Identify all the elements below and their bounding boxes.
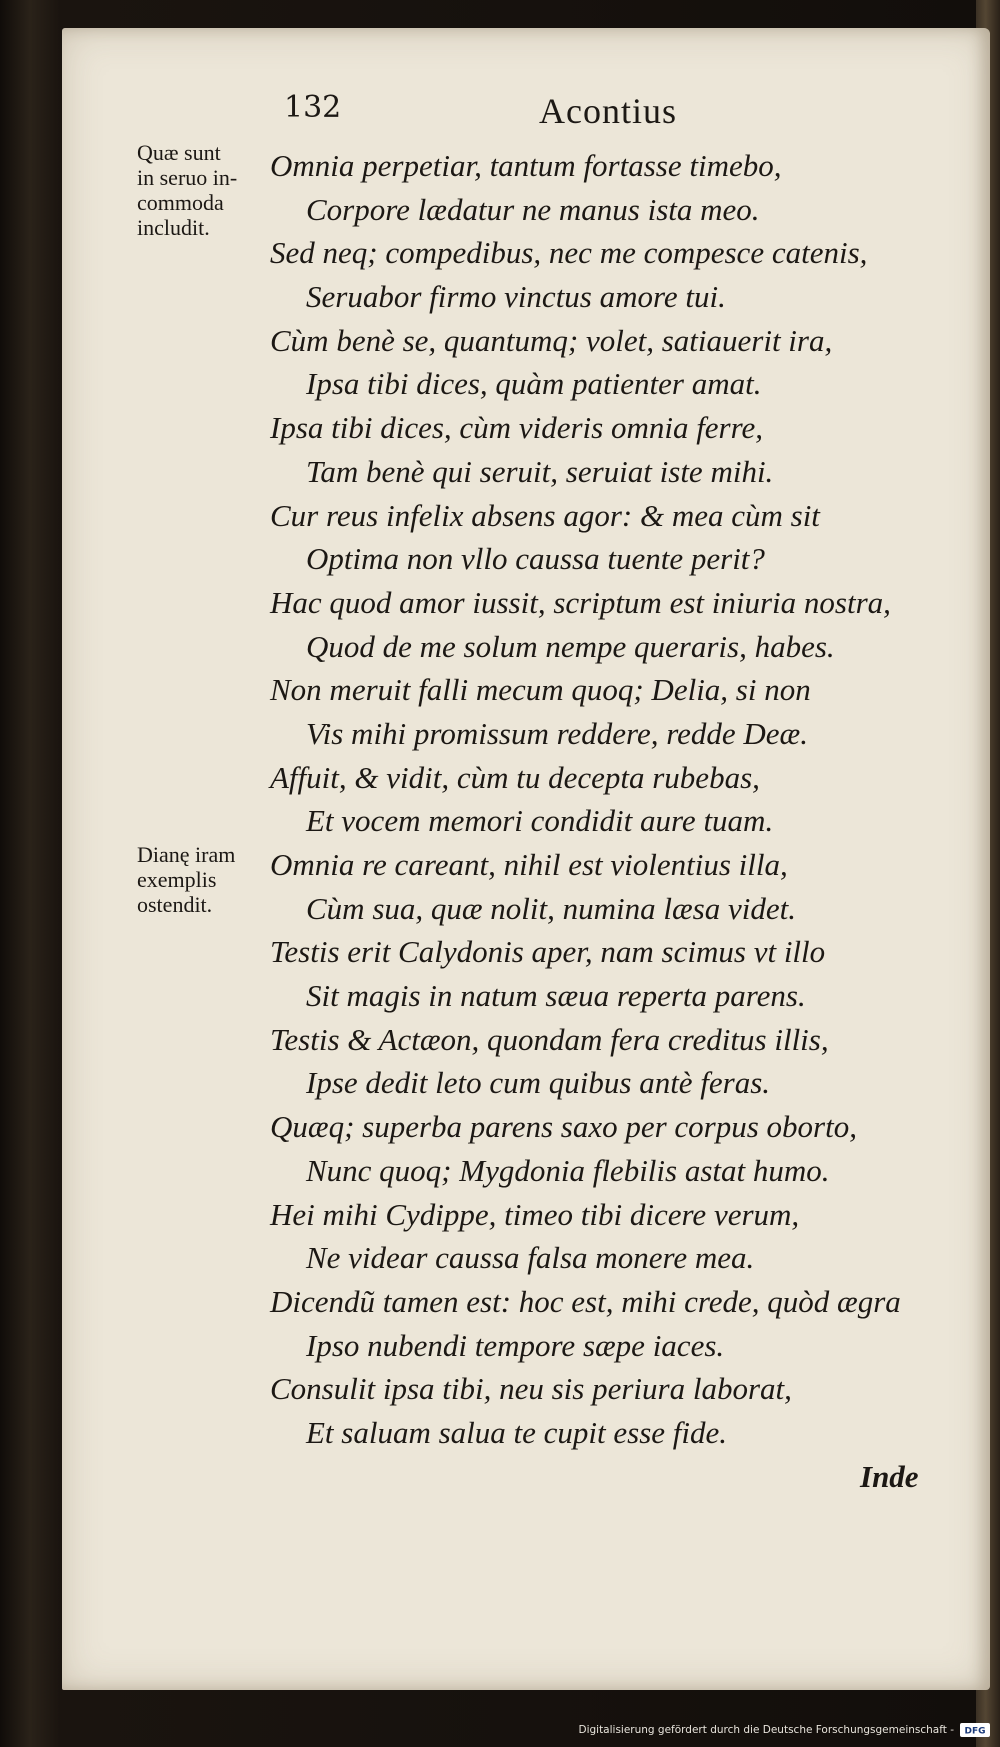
verse-text: [270, 144, 950, 1498]
verse-line: Tam benè qui seruit, seruiat iste mihi.: [306, 453, 774, 489]
page-number: 132: [284, 90, 342, 125]
verse-line: Cùm benè se, quantumq; volet, satiauerit ira,: [270, 322, 833, 358]
verse-line: Optima non vllo caussa tuente perit?: [306, 541, 765, 577]
verse-line: Quæq; superba parens saxo per corpus oborto,: [270, 1109, 857, 1145]
marginal-note-line: includit.: [137, 215, 210, 240]
verse-line: Sit magis in natum sæua reperta parens.: [306, 978, 806, 1014]
running-title: Acontius: [539, 91, 677, 131]
running-head: [284, 90, 704, 138]
verse-line: Hac quod amor iussit, scriptum est iniuria nostra,: [270, 584, 891, 620]
verse-line: Ipse dedit leto cum quibus antè feras.: [306, 1065, 771, 1101]
verse-line: Et vocem memori condidit aure tuam.: [306, 803, 774, 839]
verse-line: Ipsa tibi dices, quàm patienter amat.: [306, 366, 762, 402]
verse-line: Ipso nubendi tempore sæpe iaces.: [306, 1327, 725, 1363]
verse-line: Consulit ipsa tibi, neu sis periura laborat,: [270, 1371, 792, 1407]
verse-line: Affuit, & vidit, cùm tu decepta rubebas,: [270, 759, 760, 795]
verse-line: Quod de me solum nempe queraris, habes.: [306, 628, 835, 664]
marginal-note-line: in seruo in-: [137, 165, 238, 190]
catchword: Inde: [860, 1458, 919, 1494]
verse-line: Ne videar caussa falsa monere mea.: [306, 1240, 755, 1276]
marginal-note-line: commoda: [137, 190, 224, 215]
verse-line: Hei mihi Cydippe, timeo tibi dicere verum,: [270, 1196, 800, 1232]
verse-line: Testis erit Calydonis aper, nam scimus vt illo: [270, 934, 826, 970]
marginal-note-line: Dianę iram: [137, 842, 236, 867]
dfg-logo-text: DFG: [964, 1726, 986, 1735]
verse-line: Non meruit falli mecum quoq; Delia, si non: [270, 672, 811, 708]
verse-line: Ipsa tibi dices, cùm videris omnia ferre,: [270, 410, 764, 446]
marginal-note-2: [137, 842, 277, 917]
marginal-note-line: Quæ sunt: [137, 140, 221, 165]
verse-line: Corpore lædatur ne manus ista meo.: [306, 191, 760, 227]
dfg-logo-icon: [960, 1723, 990, 1737]
digitization-credit: [578, 1721, 990, 1739]
verse-line: Nunc quoq; Mygdonia flebilis astat humo.: [306, 1152, 830, 1188]
verse-line: Sed neq; compedibus, nec me compesce catenis,: [270, 235, 868, 271]
verse-line: Seruabor firmo vinctus amore tui.: [306, 279, 726, 315]
verse-line: Omnia perpetiar, tantum fortasse timebo,: [270, 148, 782, 183]
verse-line: Vis mihi promissum reddere, redde Deæ.: [306, 715, 808, 751]
verse-line: Cur reus infelix absens agor: & mea cùm sit: [270, 497, 820, 533]
verse-line: Cùm sua, quæ nolit, numina læsa videt.: [306, 890, 796, 926]
verse-line: Et saluam salua te cupit esse fide.: [306, 1414, 728, 1450]
marginal-note-1: [137, 140, 277, 240]
marginal-note-line: ostendit.: [137, 892, 213, 917]
credit-text: Digitalisierung gefördert durch die Deutsche Forschungsgemeinschaft -: [578, 1724, 954, 1736]
verse-line: Omnia re careant, nihil est violentius illa,: [270, 847, 788, 882]
verse-line: Dicendũ tamen est: hoc est, mihi crede, quòd ægra: [270, 1283, 901, 1319]
verse-line: Testis & Actæon, quondam fera creditus illis,: [270, 1021, 829, 1057]
marginal-note-line: exemplis: [137, 867, 217, 892]
